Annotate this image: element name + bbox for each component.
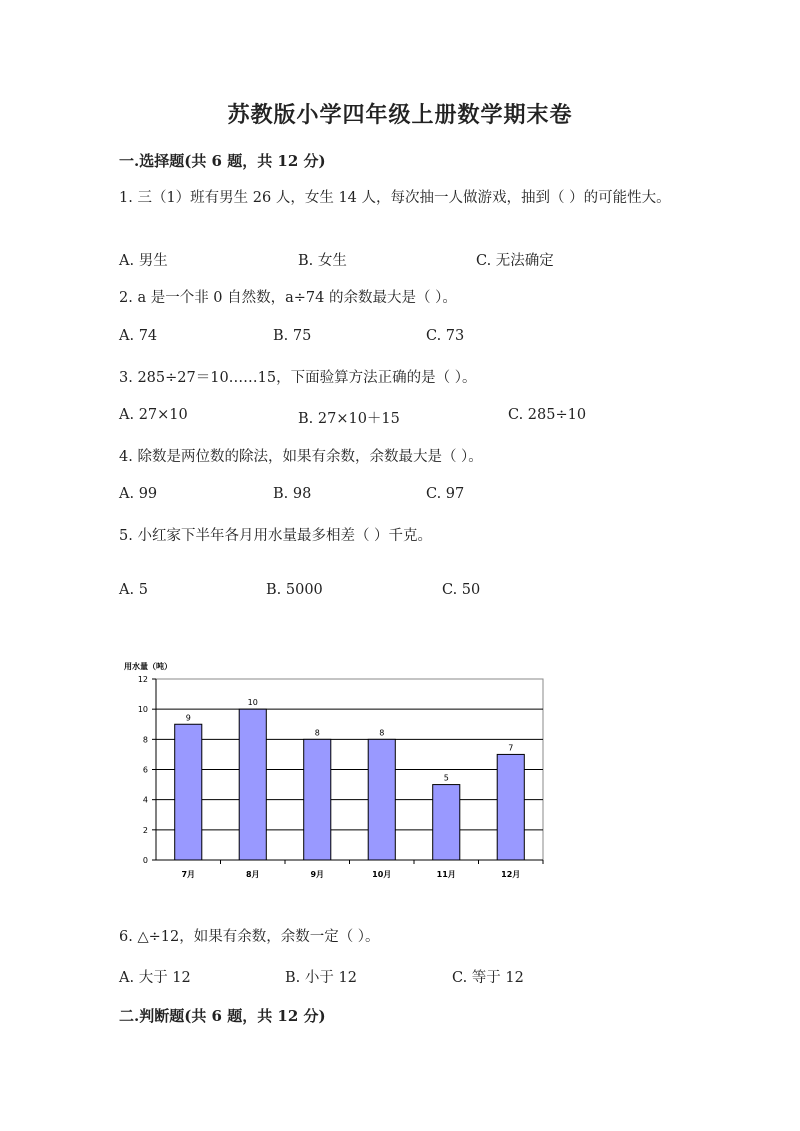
y-tick-label: 6 [142,765,148,775]
q5-option-c: C. 50 [442,582,481,598]
question-3: 3. 285÷27＝10……15，下面验算方法正确的是（ ）。 [119,370,477,386]
q1-option-c: C. 无法确定 [476,253,554,269]
page-title: 苏教版小学四年级上册数学期末卷 [227,102,573,128]
q4-option-b: B. 98 [273,486,312,502]
q2-option-a: A. 74 [119,328,158,344]
x-tick-label: 7月 [181,870,196,879]
question-4: 4. 除数是两位数的除法，如果有余数，余数最大是（ ）。 [119,449,483,465]
y-axis-label: 用水量（吨） [124,662,172,671]
q6-option-c: C. 等于 12 [452,970,524,986]
q4-option-c: C. 97 [426,486,465,502]
x-tick-label: 9月 [310,870,325,879]
bar-chart-svg [118,655,558,885]
q6-option-b: B. 小于 12 [285,970,357,986]
water-usage-chart [118,655,558,885]
question-6: 6. △÷12，如果有余数，余数一定（ ）。 [119,929,380,945]
question-5: 5. 小红家下半年各月用水量最多相差（ ）千克。 [119,528,433,544]
bar [368,739,395,860]
bar [433,785,460,860]
x-tick-label: 11月 [436,870,456,879]
q5-option-a: A. 5 [119,582,148,598]
bar-data-label: 5 [443,773,449,783]
q4-option-a: A. 99 [119,486,158,502]
y-tick-label: 2 [142,825,148,835]
section-heading-judgment: 二.判断题(共 6 题，共 12 分) [119,1007,326,1025]
q2-option-b: B. 75 [273,328,312,344]
y-tick-label: 10 [137,705,148,715]
bar-data-label: 9 [185,713,191,723]
bar-data-label: 10 [247,698,258,708]
y-tick-label: 8 [142,735,148,745]
q3-option-b: B. 27×10＋15 [298,411,400,427]
question-2: 2. a 是一个非 0 自然数，a÷74 的余数最大是（ ）。 [119,290,457,306]
q6-option-a: A. 大于 12 [119,970,191,986]
bar-data-label: 7 [508,743,514,753]
x-tick-label: 12月 [501,870,521,879]
q5-option-b: B. 5000 [266,582,323,598]
section-heading-choice: 一.选择题(共 6 题，共 12 分) [119,152,326,170]
x-tick-label: 10月 [372,870,392,879]
y-tick-label: 0 [142,856,148,865]
bar-data-label: 8 [379,728,385,738]
bar [304,739,331,860]
y-tick-label: 4 [142,795,148,805]
bar [175,724,202,860]
bar-data-label: 8 [314,728,320,738]
x-tick-label: 8月 [245,870,260,879]
y-tick-label: 12 [137,675,148,684]
bar [239,709,266,860]
q3-option-a: A. 27×10 [119,407,188,423]
q1-option-b: B. 女生 [298,253,347,269]
q2-option-c: C. 73 [426,328,465,344]
bar [497,754,524,860]
q3-option-c: C. 285÷10 [508,407,587,423]
q1-option-a: A. 男生 [119,253,168,269]
question-1: 1. 三（1）班有男生 26 人，女生 14 人，每次抽一人做游戏，抽到（ ）的可能性大。 [119,190,671,206]
